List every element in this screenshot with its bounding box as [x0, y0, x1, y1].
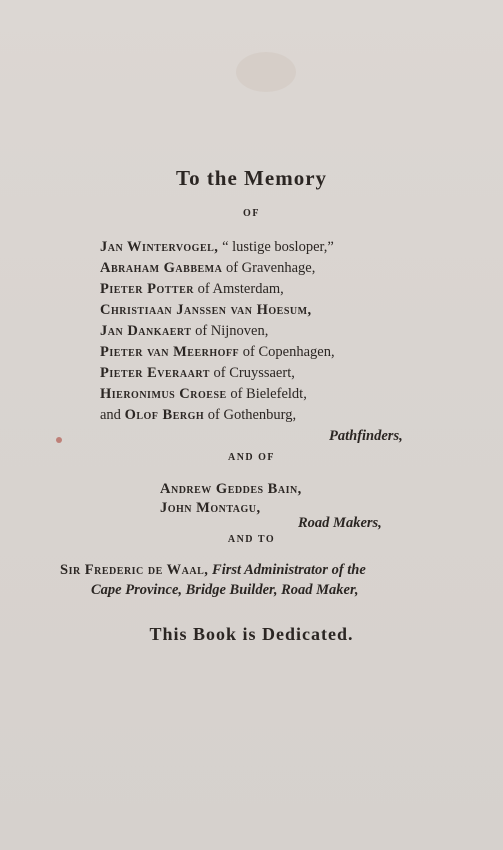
person-name: Jan Dankaert	[100, 323, 192, 339]
person-name: Abraham Gabbema	[100, 260, 223, 276]
pathfinders-label: Pathfinders,	[329, 428, 403, 444]
stain	[236, 52, 296, 92]
person-desc: “ lustige bosloper,”	[218, 239, 334, 255]
sir-line	[60, 561, 366, 579]
person-name: Pieter Everaart	[100, 365, 210, 381]
road-makers-label: Road Makers,	[298, 515, 382, 531]
road-maker-name: John Montagu,	[160, 500, 261, 516]
person-desc: of Nijnoven,	[191, 323, 269, 339]
person-desc: of Bielefeldt,	[226, 386, 307, 402]
stain	[56, 437, 62, 443]
pathfinder-line	[100, 301, 312, 319]
and-of-label: AND OF	[227, 452, 276, 463]
pathfinder-line	[100, 280, 284, 298]
closing-line: This Book is Dedicated.	[149, 624, 354, 644]
person-desc: of Copenhagen,	[239, 344, 335, 360]
and-to-label: AND TO	[227, 534, 276, 545]
person-name: Pieter van Meerhoff	[100, 344, 240, 360]
person-name: Jan Wintervogel,	[100, 239, 219, 255]
pathfinder-line	[100, 322, 268, 340]
person-desc: of Cruyssaert,	[209, 365, 295, 381]
road-maker-name: Andrew Geddes Bain,	[160, 481, 302, 497]
person-desc: First Administrator of the	[208, 562, 366, 578]
person-desc: of Amsterdam,	[193, 281, 284, 297]
person-name: Sir Frederic de Waal,	[60, 562, 209, 578]
pathfinder-line	[100, 385, 307, 403]
person-name: Christiaan Janssen van Hoesum,	[100, 302, 312, 318]
person-name: Pieter Potter	[100, 281, 194, 297]
pathfinder-line	[100, 238, 334, 256]
pathfinder-line	[100, 406, 296, 424]
person-desc: of Gothenburg,	[204, 407, 297, 423]
person-desc: of Gravenhage,	[222, 260, 316, 276]
person-name: Olof Bergh	[124, 407, 205, 423]
person-prefix: and	[100, 407, 125, 423]
pathfinder-line	[100, 259, 315, 277]
dedication-heading: To the Memory	[175, 166, 328, 190]
sir-title-line: Cape Province, Bridge Builder, Road Maker,	[91, 582, 359, 598]
person-name: Hieronimus Croese	[100, 386, 227, 402]
pathfinder-line	[100, 343, 335, 361]
pathfinder-line	[100, 364, 295, 382]
of-label: OF	[243, 208, 260, 219]
